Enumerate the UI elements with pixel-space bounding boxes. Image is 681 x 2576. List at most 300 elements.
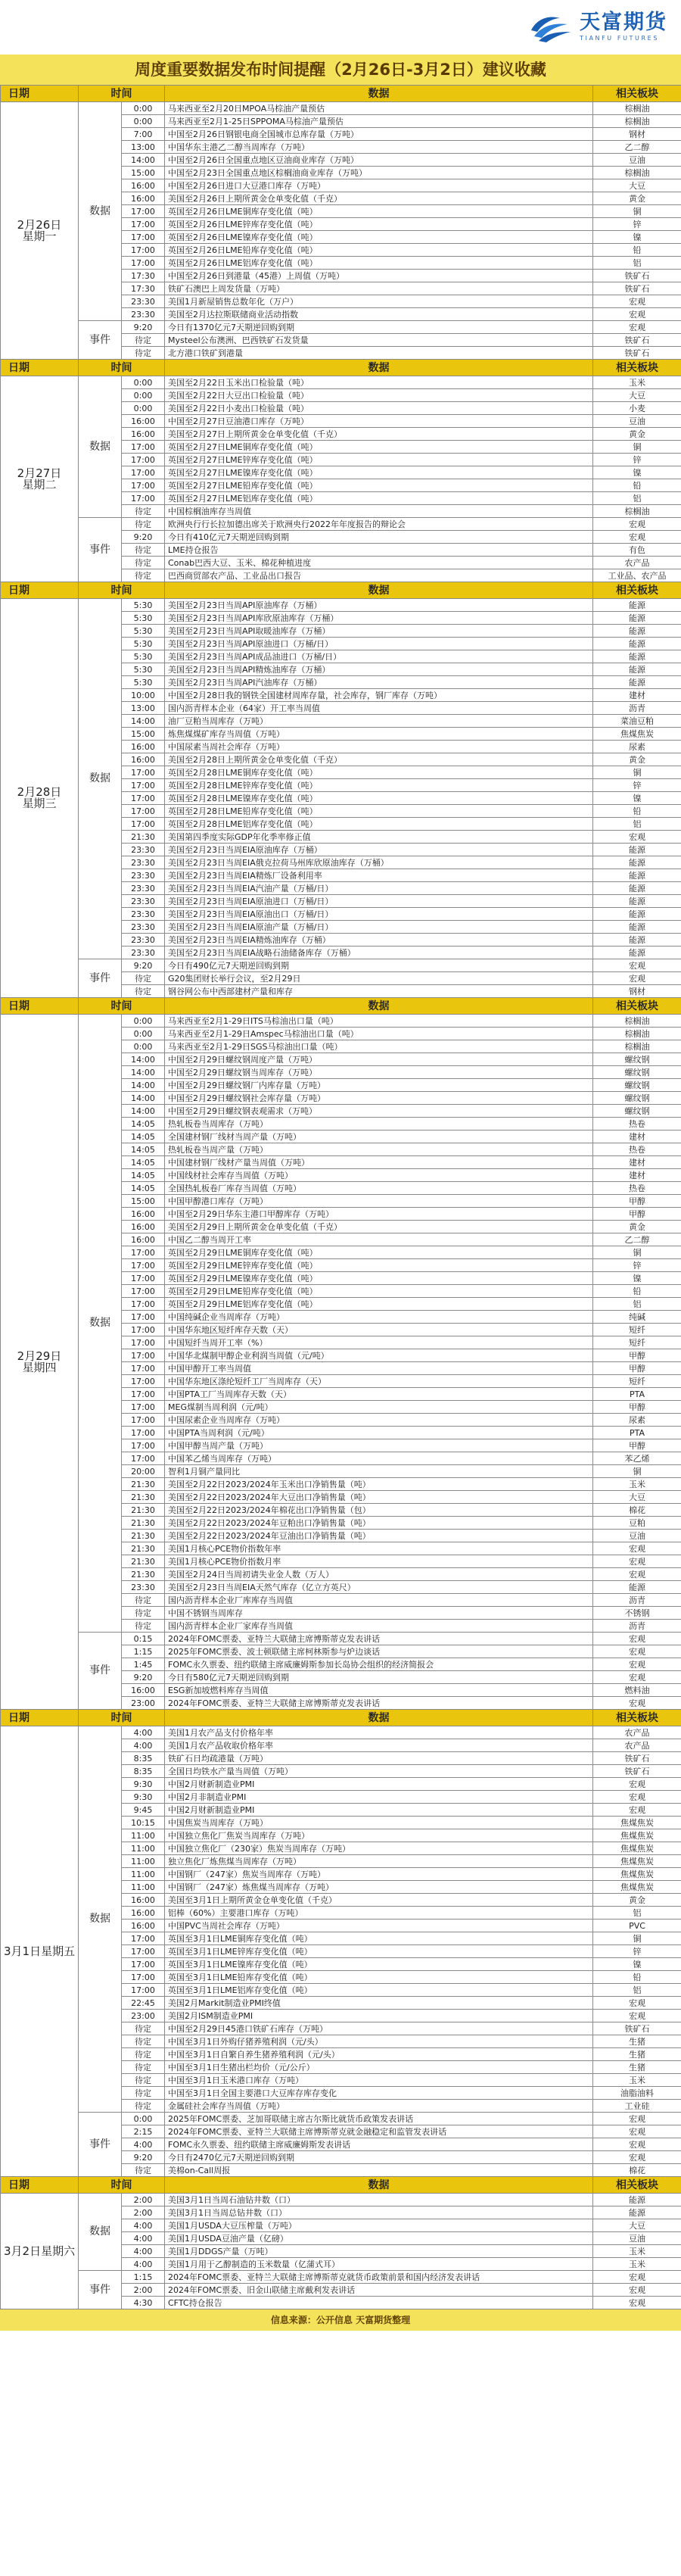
data-cell: 中国至3月1日外购仔猪养殖利润（元/头） <box>165 2035 593 2048</box>
sector-cell: 棕榈油 <box>593 1015 681 1028</box>
time-cell: 17:30 <box>122 282 165 295</box>
sector-cell: 短纤 <box>593 1375 681 1388</box>
time-cell: 4:00 <box>122 2219 165 2232</box>
time-cell: 4:00 <box>122 2258 165 2271</box>
sector-cell: 铁矿石 <box>593 270 681 282</box>
sector-cell: 宏观 <box>593 2113 681 2125</box>
data-cell: 英国至2月29日LME镍库存变化值（吨） <box>165 1272 593 1285</box>
sector-cell: 棕榈油 <box>593 167 681 179</box>
table-row <box>1 376 681 389</box>
sector-cell: 锌 <box>593 218 681 231</box>
time-cell: 待定 <box>122 2022 165 2035</box>
time-cell: 9:30 <box>122 1791 165 1804</box>
data-cell: 马来西亚至2月1-29日SGS马棕油出口量（吨） <box>165 1040 593 1053</box>
data-cell: 中国PVC当周社会库存（万吨） <box>165 1920 593 1932</box>
sector-cell: 铁矿石 <box>593 347 681 360</box>
header-time: 时间 <box>79 582 165 599</box>
time-cell: 23:30 <box>122 1581 165 1594</box>
data-cell: 美国1月USDA豆油产量（亿磅） <box>165 2232 593 2245</box>
category-cell: 事件 <box>79 321 122 360</box>
category-cell: 事件 <box>79 518 122 582</box>
header-sector: 相关板块 <box>593 998 681 1015</box>
sector-cell: 宏观 <box>593 2297 681 2309</box>
sector-cell: 建材 <box>593 1156 681 1169</box>
sector-cell: 玉米 <box>593 1478 681 1491</box>
data-cell: 英国至2月27日LME铝库存变化值（吨） <box>165 492 593 505</box>
day-date-line: 星期一 <box>22 229 57 243</box>
time-cell: 待定 <box>122 1607 165 1620</box>
data-cell: 中国至3月1日生猪出栏均价（元/公斤） <box>165 2061 593 2074</box>
sector-cell: 镍 <box>593 231 681 244</box>
data-cell: 中国至2月26日到港量（45港）上周值（万吨） <box>165 270 593 282</box>
sector-cell: 尿素 <box>593 1414 681 1427</box>
sector-cell: 大豆 <box>593 179 681 192</box>
sector-cell: PTA <box>593 1427 681 1439</box>
data-cell: 今日有2470亿元7天期逆回购到期 <box>165 2151 593 2164</box>
time-cell: 待定 <box>122 2074 165 2087</box>
data-cell: CFTC持仓报告 <box>165 2297 593 2309</box>
data-cell: 中国至2月29日华东主港口甲醇库存（万吨） <box>165 1208 593 1221</box>
sector-cell: 大豆 <box>593 389 681 402</box>
sector-cell: 能源 <box>593 869 681 882</box>
data-cell: 美国至2月26日上期所黄金仓单变化值（千克） <box>165 192 593 205</box>
time-cell: 17:00 <box>122 454 165 466</box>
data-cell: 2025年FOMC票委、波士顿联储主席柯林斯参与炉边谈话 <box>165 1645 593 1658</box>
time-cell: 23:30 <box>122 934 165 947</box>
sector-cell: 铝 <box>593 818 681 831</box>
data-cell: 马来西亚至2月1-29日ITS马棕油出口量（吨） <box>165 1015 593 1028</box>
header-data: 数据 <box>165 86 593 102</box>
data-cell: 美国1月用于乙醇制造的玉米数量（亿蒲式耳） <box>165 2258 593 2271</box>
sector-cell: 生猪 <box>593 2048 681 2061</box>
data-cell: 中国独立焦化厂焦炭当周库存（万吨） <box>165 1829 593 1842</box>
time-cell: 17:00 <box>122 818 165 831</box>
data-cell: 美国3月1日当周总钻井数（口） <box>165 2206 593 2219</box>
sector-cell: 能源 <box>593 844 681 856</box>
time-cell: 16:00 <box>122 415 165 428</box>
sector-cell: 宏观 <box>593 1633 681 1645</box>
sector-cell: 棕榈油 <box>593 1028 681 1040</box>
header-time: 时间 <box>79 86 165 102</box>
time-cell: 17:00 <box>122 466 165 479</box>
header-data: 数据 <box>165 360 593 376</box>
time-cell: 23:30 <box>122 908 165 921</box>
table-row <box>1 2194 681 2206</box>
sector-cell: 豆粕 <box>593 1517 681 1530</box>
data-cell: 中国不锈钢当周库存 <box>165 1607 593 1620</box>
time-cell: 待定 <box>122 972 165 985</box>
time-cell: 17:00 <box>122 205 165 218</box>
sector-cell: 豆油 <box>593 2232 681 2245</box>
sector-cell: 甲醇 <box>593 1208 681 1221</box>
day-date-cell <box>1 599 79 998</box>
brand-logo-icon <box>527 9 574 45</box>
data-cell: 中国至2月26日全国重点地区豆油商业库存（万吨） <box>165 154 593 167</box>
time-cell: 待定 <box>122 2048 165 2061</box>
time-cell: 16:00 <box>122 1684 165 1697</box>
data-cell: 中国至2月29日螺纹钢当周库存（万吨） <box>165 1066 593 1079</box>
table-row <box>1 959 681 972</box>
sector-cell: 甲醇 <box>593 1439 681 1452</box>
time-cell: 0:00 <box>122 1040 165 1053</box>
sector-cell: 沥青 <box>593 1594 681 1607</box>
time-cell: 17:00 <box>122 1958 165 1971</box>
sector-cell: 棕榈油 <box>593 1040 681 1053</box>
time-cell: 14:00 <box>122 1066 165 1079</box>
data-cell: 国内沥青样本企业（64家）开工率当周值 <box>165 702 593 715</box>
sector-cell: 农产品 <box>593 1726 681 1739</box>
sector-cell: 能源 <box>593 638 681 650</box>
time-cell: 14:00 <box>122 1092 165 1105</box>
sector-cell: 宏观 <box>593 1568 681 1581</box>
time-cell: 23:00 <box>122 2010 165 2022</box>
data-cell: 美国至2月23日当周API成品油进口（万桶/日） <box>165 650 593 663</box>
data-cell: 马来西亚至2月1-25日SPPOMA马棕油产量预估 <box>165 115 593 128</box>
header-data: 数据 <box>165 2177 593 2194</box>
data-cell: 中国2月财新制造业PMI <box>165 1804 593 1817</box>
table-row <box>1 518 681 531</box>
time-cell: 1:15 <box>122 1645 165 1658</box>
sector-cell: 焦煤焦炭 <box>593 1868 681 1881</box>
day-date-cell <box>1 1726 79 2177</box>
time-cell: 17:00 <box>122 805 165 818</box>
time-cell: 16:00 <box>122 1208 165 1221</box>
data-cell: 美国至2月22日2023/2024年大豆出口净销售量（吨） <box>165 1491 593 1504</box>
data-cell: 美国至2月23日当周API库欣原油库存（万桶） <box>165 612 593 625</box>
day-date-cell <box>1 1015 79 1710</box>
data-cell: 美国1月核心PCE物价指数年率 <box>165 1542 593 1555</box>
sector-cell: 铁矿石 <box>593 1765 681 1778</box>
time-cell: 17:00 <box>122 1246 165 1259</box>
time-cell: 21:30 <box>122 1478 165 1491</box>
day-date-line: 2月26日 <box>17 217 62 232</box>
data-cell: 中国至2月26日进口大豆港口库存（万吨） <box>165 179 593 192</box>
time-cell: 0:00 <box>122 1015 165 1028</box>
data-cell: 金属硅社会库存当周值（万吨） <box>165 2100 593 2113</box>
sector-cell: 农产品 <box>593 557 681 569</box>
data-cell: 美国2月Markit制造业PMI终值 <box>165 1997 593 2010</box>
sector-cell: 能源 <box>593 921 681 934</box>
time-cell: 8:35 <box>122 1765 165 1778</box>
sector-cell: 宏观 <box>593 1804 681 1817</box>
data-cell: 智利1月铜产量同比 <box>165 1465 593 1478</box>
data-cell: 英国至2月27日LME锌库存变化值（吨） <box>165 454 593 466</box>
data-cell: 马来西亚至2月20日MPOA马棕油产量预估 <box>165 102 593 115</box>
time-cell: 17:00 <box>122 231 165 244</box>
data-cell: 欧洲央行行长拉加德出席关于欧洲央行2022年年度报告的辩论会 <box>165 518 593 531</box>
data-cell: 中国至2月26日钢银电商全国城市总库存量（万吨） <box>165 128 593 141</box>
time-cell: 17:00 <box>122 792 165 805</box>
time-cell: 14:05 <box>122 1182 165 1195</box>
data-cell: 美国至2月达拉斯联储商业活动指数 <box>165 308 593 321</box>
time-cell: 21:30 <box>122 1491 165 1504</box>
time-cell: 17:00 <box>122 1324 165 1336</box>
time-cell: 待定 <box>122 569 165 582</box>
data-cell: Mysteel公布澳洲、巴西铁矿石发货量 <box>165 334 593 347</box>
day-date-line: 2月27日 <box>17 466 62 480</box>
header-date: 日期 <box>1 86 79 102</box>
day-date-cell <box>1 2194 79 2309</box>
day-date-line: 星期二 <box>22 477 57 491</box>
time-cell: 14:05 <box>122 1131 165 1143</box>
time-cell: 16:00 <box>122 741 165 753</box>
header-date: 日期 <box>1 998 79 1015</box>
data-cell: 中国尿素当周社会库存（万吨） <box>165 741 593 753</box>
data-cell: 全国日均铁水产量当周值（万吨） <box>165 1765 593 1778</box>
category-cell: 事件 <box>79 959 122 998</box>
sector-cell: 小麦 <box>593 402 681 415</box>
time-cell: 16:00 <box>122 179 165 192</box>
sector-cell: PTA <box>593 1388 681 1401</box>
time-cell: 17:00 <box>122 1439 165 1452</box>
category-cell: 数据 <box>79 1015 122 1633</box>
data-cell: 美国至2月23日当周EIA俄克拉荷马州库欣原油库存（万桶） <box>165 856 593 869</box>
time-cell: 17:00 <box>122 1375 165 1388</box>
time-cell: 17:00 <box>122 1984 165 1997</box>
data-cell: 英国至3月1日LME铝库存变化值（吨） <box>165 1984 593 1997</box>
time-cell: 15:00 <box>122 167 165 179</box>
data-cell: 中国苯乙烯当周库存（万吨） <box>165 1452 593 1465</box>
sector-cell: 黄金 <box>593 428 681 441</box>
time-cell: 17:00 <box>122 766 165 779</box>
data-cell: 中国乙二醇当周开工率 <box>165 1233 593 1246</box>
category-cell: 事件 <box>79 1633 122 1710</box>
time-cell: 17:00 <box>122 1349 165 1362</box>
sector-cell: 纯碱 <box>593 1311 681 1324</box>
time-cell: 5:30 <box>122 663 165 676</box>
sector-cell: 有色 <box>593 544 681 557</box>
table-row <box>1 2271 681 2284</box>
data-cell: 英国至2月26日LME铅库存变化值（吨） <box>165 244 593 257</box>
sector-cell: 宏观 <box>593 972 681 985</box>
time-cell: 14:05 <box>122 1118 165 1131</box>
time-cell: 16:00 <box>122 1894 165 1907</box>
time-cell: 21:30 <box>122 1555 165 1568</box>
sector-cell: 铜 <box>593 1246 681 1259</box>
sector-cell: 生猪 <box>593 2061 681 2074</box>
sector-cell: 建材 <box>593 1169 681 1182</box>
time-cell: 4:00 <box>122 1739 165 1752</box>
time-cell: 17:00 <box>122 1388 165 1401</box>
data-cell: 英国至3月1日LME镍库存变化值（吨） <box>165 1958 593 1971</box>
day-date-cell <box>1 376 79 582</box>
time-cell: 待定 <box>122 347 165 360</box>
footer-source: 信息来源：公开信息 天富期货整理 <box>0 2309 681 2331</box>
time-cell: 13:00 <box>122 702 165 715</box>
time-cell: 8:35 <box>122 1752 165 1765</box>
table-row <box>1 599 681 612</box>
time-cell: 待定 <box>122 1594 165 1607</box>
time-cell: 23:30 <box>122 921 165 934</box>
sector-cell: 玉米 <box>593 2245 681 2258</box>
data-cell: 英国至2月27日LME铜库存变化值（吨） <box>165 441 593 454</box>
data-cell: 美国1月核心PCE物价指数月率 <box>165 1555 593 1568</box>
schedule-table <box>0 85 681 2309</box>
data-cell: 英国至3月1日LME锌库存变化值（吨） <box>165 1945 593 1958</box>
sector-cell: 棕榈油 <box>593 102 681 115</box>
time-cell: 待定 <box>122 544 165 557</box>
sector-cell: 镍 <box>593 1272 681 1285</box>
time-cell: 16:00 <box>122 1907 165 1920</box>
data-cell: 美国至2月23日当周API精炼油库存（万桶） <box>165 663 593 676</box>
header-sector: 相关板块 <box>593 1710 681 1726</box>
sector-cell: 螺纹钢 <box>593 1053 681 1066</box>
data-cell: 今日有410亿元7天期逆回购到期 <box>165 531 593 544</box>
time-cell: 11:00 <box>122 1842 165 1855</box>
time-cell: 17:00 <box>122 1401 165 1414</box>
data-cell: 今日有580亿元7天期逆回购到期 <box>165 1671 593 1684</box>
data-cell: Conab巴西大豆、玉米、棉花种植进度 <box>165 557 593 569</box>
time-cell: 15:00 <box>122 1195 165 1208</box>
time-cell: 9:20 <box>122 2151 165 2164</box>
time-cell: 17:00 <box>122 1362 165 1375</box>
data-cell: 美国第四季度实际GDP年化季率修正值 <box>165 831 593 844</box>
time-cell: 9:20 <box>122 531 165 544</box>
data-cell: 中国钢厂（247家）焦炭当周库存（万吨） <box>165 1868 593 1881</box>
time-cell: 21:30 <box>122 1542 165 1555</box>
data-cell: ESG新加坡燃料库存当周值 <box>165 1684 593 1697</box>
time-cell: 待定 <box>122 985 165 998</box>
sector-cell: 铝 <box>593 257 681 270</box>
sector-cell: 螺纹钢 <box>593 1092 681 1105</box>
sector-cell: 铜 <box>593 766 681 779</box>
sector-cell: 玉米 <box>593 2258 681 2271</box>
day-date-line: 2月28日 <box>17 785 62 799</box>
data-cell: 英国至2月26日LME铜库存变化值（吨） <box>165 205 593 218</box>
data-cell: 国内沥青样本企业厂家库存当周值 <box>165 1620 593 1633</box>
sector-cell: 宏观 <box>593 308 681 321</box>
sector-cell: 宏观 <box>593 1671 681 1684</box>
data-cell: G20集团财长举行会议，至2月29日 <box>165 972 593 985</box>
sector-cell: 能源 <box>593 612 681 625</box>
data-cell: 美国1月新屋销售总数年化（万户） <box>165 295 593 308</box>
sector-cell: 短纤 <box>593 1324 681 1336</box>
day-header-row <box>1 86 681 102</box>
time-cell: 21:30 <box>122 1568 165 1581</box>
data-cell: 美国至2月27日上期所黄金仓单变化值（千克） <box>165 428 593 441</box>
header-sector: 相关板块 <box>593 2177 681 2194</box>
data-cell: 中国至3月1日全国主要港口大豆库存库存变化 <box>165 2087 593 2100</box>
data-cell: 中国甲醇开工率当周值 <box>165 1362 593 1375</box>
day-header-row <box>1 360 681 376</box>
time-cell: 16:00 <box>122 1920 165 1932</box>
data-cell: 热轧板卷当周库存（万吨） <box>165 1118 593 1131</box>
time-cell: 22:45 <box>122 1997 165 2010</box>
time-cell: 16:00 <box>122 1233 165 1246</box>
data-cell: 美国至2月22日小麦出口检验量（吨） <box>165 402 593 415</box>
time-cell: 23:30 <box>122 882 165 895</box>
data-cell: 美国至2月24日当周初请失业金人数（万人） <box>165 1568 593 1581</box>
sector-cell: 宏观 <box>593 1791 681 1804</box>
time-cell: 17:00 <box>122 1945 165 1958</box>
sector-cell: 宏观 <box>593 2125 681 2138</box>
sector-cell: 甲醇 <box>593 1401 681 1414</box>
data-cell: 铁矿石日均疏港量（万吨） <box>165 1752 593 1765</box>
data-cell: 美国2月ISM制造业PMI <box>165 2010 593 2022</box>
sector-cell: 螺纹钢 <box>593 1105 681 1118</box>
sector-cell: 宏观 <box>593 1997 681 2010</box>
data-cell: 2024年FOMC票委、亚特兰大联储主席博斯蒂克发表讲话 <box>165 1633 593 1645</box>
time-cell: 0:15 <box>122 1633 165 1645</box>
time-cell: 1:15 <box>122 2271 165 2284</box>
sector-cell: 沥青 <box>593 1620 681 1633</box>
data-cell: 铁矿石澳巴上周发货量（万吨） <box>165 282 593 295</box>
time-cell: 9:45 <box>122 1804 165 1817</box>
sector-cell: 铅 <box>593 479 681 492</box>
sector-cell: 甲醇 <box>593 1362 681 1375</box>
time-cell: 4:30 <box>122 2297 165 2309</box>
sector-cell: 工业硅 <box>593 2100 681 2113</box>
time-cell: 待定 <box>122 334 165 347</box>
data-cell: MEG煤制当周利润（元/吨） <box>165 1401 593 1414</box>
sector-cell: 铜 <box>593 205 681 218</box>
data-cell: LME持仓报告 <box>165 544 593 557</box>
table-row <box>1 1633 681 1645</box>
data-cell: 中国2月财新制造业PMI <box>165 1778 593 1791</box>
sector-cell: 燃料油 <box>593 1684 681 1697</box>
data-cell: 2024年FOMC票委、亚特兰大联储主席博斯蒂克就货币政策前景和国内经济发表讲话 <box>165 2271 593 2284</box>
time-cell: 17:00 <box>122 1336 165 1349</box>
sector-cell: 能源 <box>593 934 681 947</box>
time-cell: 14:00 <box>122 1079 165 1092</box>
time-cell: 17:00 <box>122 244 165 257</box>
sector-cell: 宏观 <box>593 2284 681 2297</box>
data-cell: 英国至2月29日LME锌库存变化值（吨） <box>165 1259 593 1272</box>
header-time: 时间 <box>79 2177 165 2194</box>
sector-cell: 建材 <box>593 1131 681 1143</box>
sector-cell: 大豆 <box>593 2219 681 2232</box>
data-cell: 美国至3月1日上期所黄金仓单变化值（千克） <box>165 1894 593 1907</box>
time-cell: 4:00 <box>122 1726 165 1739</box>
header-sector: 相关板块 <box>593 86 681 102</box>
time-cell: 17:00 <box>122 1298 165 1311</box>
data-cell: 美国至2月23日当周EIA原油进口（万桶/日） <box>165 895 593 908</box>
sector-cell: 铅 <box>593 805 681 818</box>
sector-cell: 尿素 <box>593 741 681 753</box>
sector-cell: 能源 <box>593 2194 681 2206</box>
header-data: 数据 <box>165 998 593 1015</box>
time-cell: 17:00 <box>122 779 165 792</box>
page-title: 周度重要数据发布时间提醒（2月26日-3月2日）建议收藏 <box>0 55 681 85</box>
category-cell: 数据 <box>79 1726 122 2113</box>
sector-cell: 焦煤焦炭 <box>593 728 681 741</box>
sector-cell: 黄金 <box>593 1894 681 1907</box>
data-cell: 中国华东主港乙二醇当周库存（万吨） <box>165 141 593 154</box>
time-cell: 17:00 <box>122 218 165 231</box>
data-cell: 中国华东地区短纤库存天数（天） <box>165 1324 593 1336</box>
time-cell: 23:30 <box>122 856 165 869</box>
data-cell: 美国1月DDGS产量（万吨） <box>165 2245 593 2258</box>
sector-cell: 棉花 <box>593 2164 681 2177</box>
data-cell: 美国1月USDA大豆压榨量（万吨） <box>165 2219 593 2232</box>
sector-cell: 建材 <box>593 689 681 702</box>
time-cell: 5:30 <box>122 676 165 689</box>
sector-cell: 铝 <box>593 1298 681 1311</box>
sector-cell: 锌 <box>593 454 681 466</box>
sector-cell: 棕榈油 <box>593 115 681 128</box>
time-cell: 23:30 <box>122 869 165 882</box>
data-cell: 中国华北煤制甲醇企业利润当周值（元/吨） <box>165 1349 593 1362</box>
sector-cell: 铅 <box>593 1971 681 1984</box>
time-cell: 2:00 <box>122 2206 165 2219</box>
time-cell: 0:00 <box>122 402 165 415</box>
data-cell: 英国至2月26日LME铝库存变化值（吨） <box>165 257 593 270</box>
data-cell: 美国至2月22日2023/2024年玉米出口净销售量（吨） <box>165 1478 593 1491</box>
data-cell: 中国尿素企业当周库存（万吨） <box>165 1414 593 1427</box>
sector-cell: 宏观 <box>593 2010 681 2022</box>
sector-cell: 棕榈油 <box>593 505 681 518</box>
data-cell: 中国至2月29日45港口铁矿石库存（万吨） <box>165 2022 593 2035</box>
